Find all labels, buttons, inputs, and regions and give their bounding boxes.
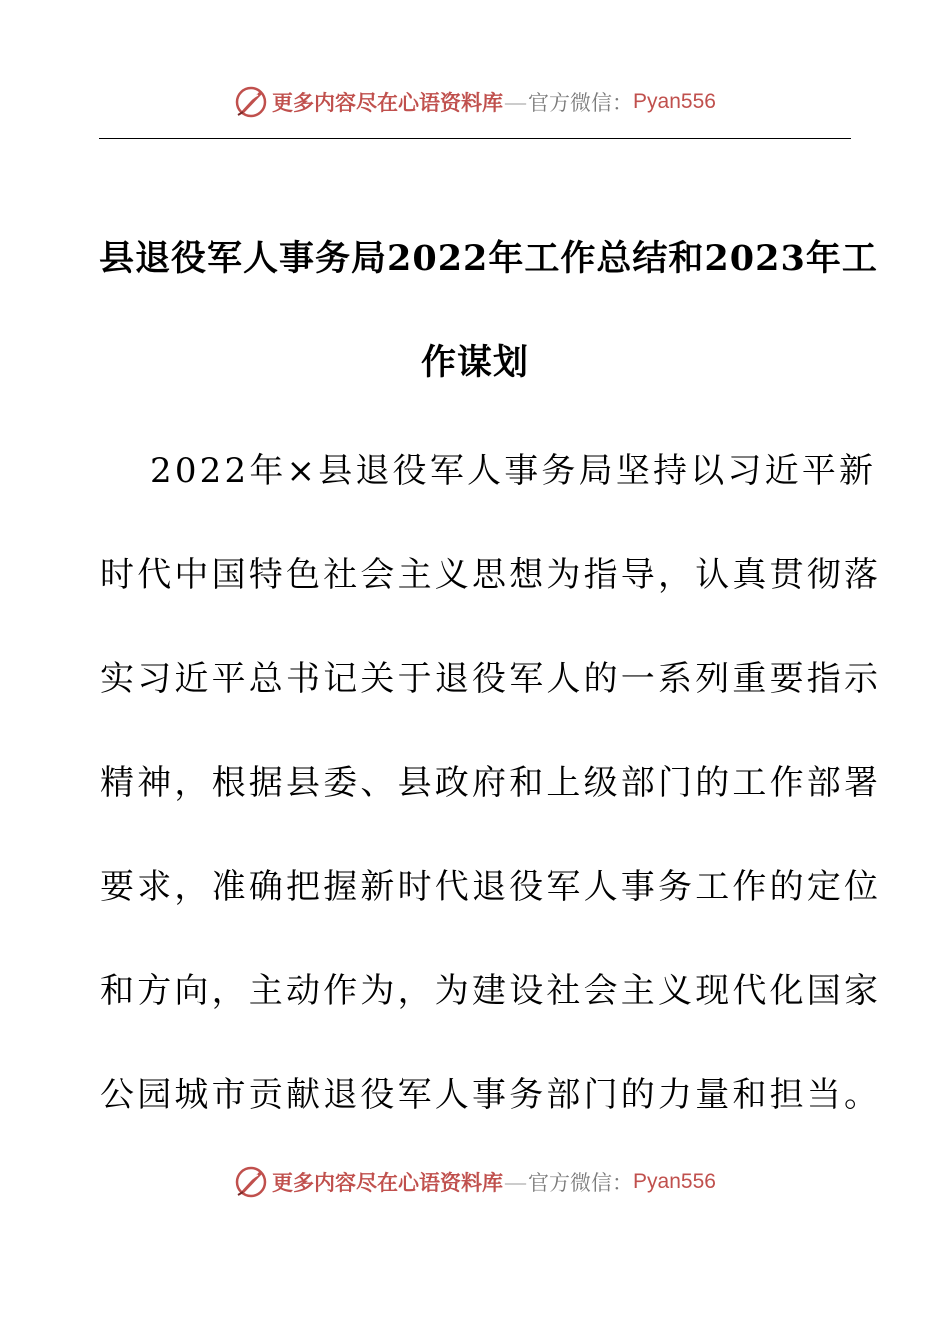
quill-pen-logo-icon xyxy=(234,85,268,119)
paragraph-line: 2022年×县退役军人事务局坚持以习近平新 xyxy=(150,451,877,491)
body-paragraph xyxy=(100,419,882,1147)
paragraph-line: 要求，准确把握新时代退役军人事务工作的定位 xyxy=(100,867,882,907)
paragraph-line: 公园城市贡献退役军人事务部门的力量和担当。 xyxy=(100,1075,882,1115)
title-line: 作谋划 xyxy=(420,342,529,383)
quill-pen-logo-icon xyxy=(234,1165,268,1199)
title-line: 县退役军人事务局2022年工作总结和2023年工 xyxy=(99,238,878,279)
wechat-id: Pyan556 xyxy=(633,90,716,113)
brand-text: 更多内容尽在心语资料库 xyxy=(272,90,504,115)
paragraph-line: 和方向，主动作为，为建设社会主义现代化国家 xyxy=(100,971,882,1011)
paragraph-line: 时代中国特色社会主义思想为指导，认真贯彻落 xyxy=(100,555,882,595)
brand-text: 更多内容尽在心语资料库 xyxy=(272,1170,504,1195)
paragraph-line: 实习近平总书记关于退役军人的一系列重要指示 xyxy=(100,659,882,699)
document-title xyxy=(99,207,878,415)
wechat-id: Pyan556 xyxy=(633,1170,716,1193)
header-divider xyxy=(99,138,851,139)
footer-watermark-banner xyxy=(0,1162,950,1202)
wechat-label: 官方微信： xyxy=(528,91,634,115)
separator: — xyxy=(505,89,527,114)
header-watermark-banner xyxy=(0,82,950,122)
paragraph-line: 精神，根据县委、县政府和上级部门的工作部署 xyxy=(100,763,882,803)
separator: — xyxy=(505,1169,527,1194)
wechat-label: 官方微信： xyxy=(528,1171,634,1195)
